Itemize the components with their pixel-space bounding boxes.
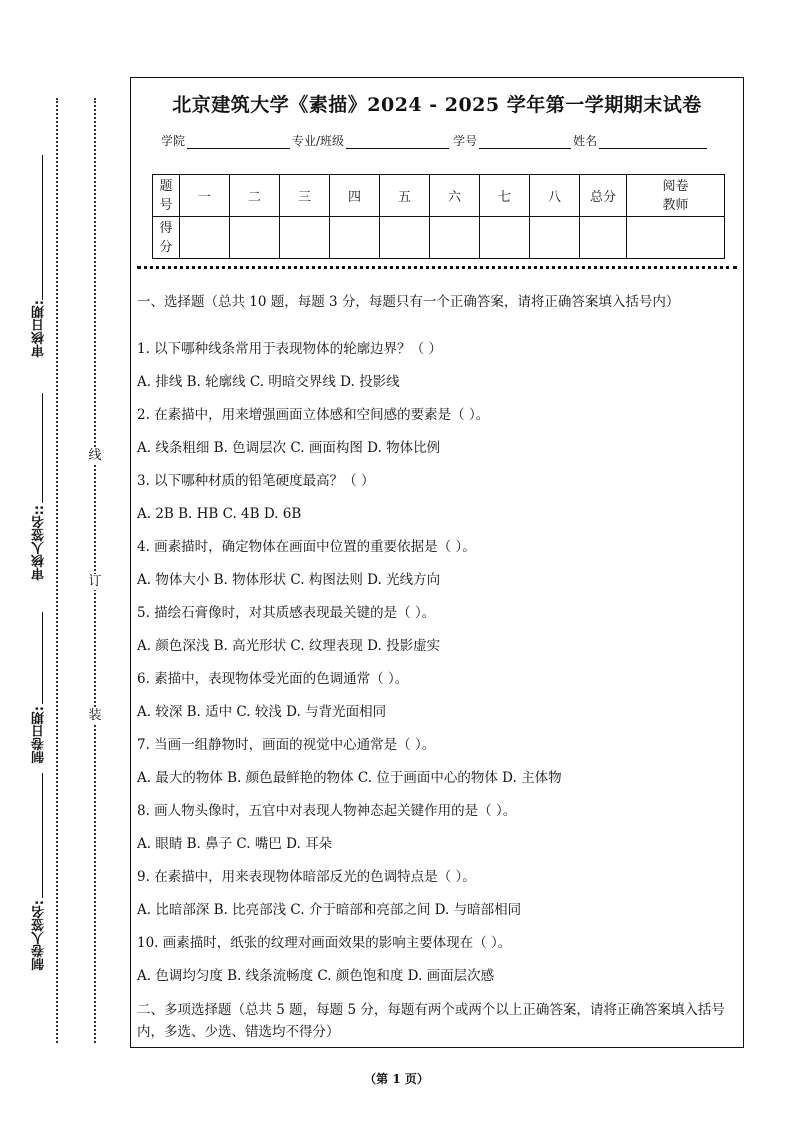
exam-content <box>137 291 737 1045</box>
question-6-options: A. 较深 B. 适中 C. 较浅 D. 与背光面相同 <box>137 704 387 720</box>
score-input-cell[interactable] <box>627 217 725 259</box>
question-5: 5. 描绘石膏像时，对其质感表现最关键的是（ ）。 <box>137 605 436 621</box>
score-table-cell: 八 <box>530 175 580 217</box>
score-input-cell[interactable] <box>180 217 230 259</box>
question-1: 1. 以下哪种线条常用于表现物体的轮廓边界？（ ） <box>137 341 442 357</box>
question-3-options: A. 2B B. HB C. 4B D. 6B <box>137 506 302 522</box>
reviewer-sign-line <box>42 393 43 503</box>
student-info-row <box>161 132 707 149</box>
college-field[interactable] <box>187 135 290 149</box>
score-input-cell[interactable] <box>280 217 330 259</box>
score-table-cell: 得 分 <box>153 217 180 259</box>
score-table-cell: 五 <box>380 175 430 217</box>
question-10-options: A. 色调均匀度 B. 线条流畅度 C. 颜色饱和度 D. 画面层次感 <box>137 968 495 984</box>
binding-dotted-line-inner <box>94 98 96 1043</box>
score-table-header-row <box>153 175 725 217</box>
major-field[interactable] <box>346 135 449 149</box>
score-input-cell[interactable] <box>430 217 480 259</box>
page-number: （第 1 页） <box>364 1072 429 1086</box>
score-table-cell: 二 <box>230 175 280 217</box>
score-table-cell: 题 号 <box>153 175 180 217</box>
student-id-label: 学号 <box>453 134 478 148</box>
question-4-options: A. 物体大小 B. 物体形状 C. 构图法则 D. 光线方向 <box>137 572 441 588</box>
question-7-options: A. 最大的物体 B. 颜色最鲜艳的物体 C. 位于画面中心的物体 D. 主体物 <box>137 770 562 786</box>
major-label: 专业/班级 <box>292 134 345 148</box>
score-table-cell: 四 <box>330 175 380 217</box>
student-id-field[interactable] <box>479 135 571 149</box>
exam-frame <box>130 77 744 1048</box>
binding-dotted-line-outer <box>56 98 58 1043</box>
score-input-cell[interactable] <box>330 217 380 259</box>
maker-sign-line <box>42 773 43 898</box>
question-10: 10. 画素描时，纸张的纹理对画面效果的影响主要体现在（ ）。 <box>137 935 512 951</box>
question-1-options: A. 排线 B. 轮廓线 C. 明暗交界线 D. 投影线 <box>137 374 400 390</box>
question-8-options: A. 眼睛 B. 鼻子 C. 嘴巴 D. 耳朵 <box>137 836 333 852</box>
binding-char-staple: 订 <box>88 574 102 589</box>
question-8: 8. 画人物头像时，五官中对表现人物神态起关键作用的是（ ）。 <box>137 803 517 819</box>
exam-title: 北京建筑大学《素描》2024 - 2025 学年第一学期期末试卷 <box>172 94 702 116</box>
score-input-cell[interactable] <box>530 217 580 259</box>
review-date-label: 审核日期: <box>32 300 47 358</box>
binding-char-line: 线 <box>88 448 102 463</box>
question-7: 7. 当画一组静物时，画面的视觉中心通常是（ ）。 <box>137 737 436 753</box>
reviewer-sign-label: 审核人签名:: <box>32 505 47 581</box>
question-2: 2. 在素描中，用来增强画面立体感和空间感的要素是（ ）。 <box>137 407 490 423</box>
score-input-cell[interactable] <box>380 217 430 259</box>
review-date-line <box>42 155 43 300</box>
score-table <box>152 174 725 259</box>
question-3: 3. 以下哪种材质的铅笔硬度最高？（ ） <box>137 473 375 489</box>
make-date-label: 制卷日期: <box>32 706 47 764</box>
section1-header: 一、选择题（总共 10 题，每题 3 分，每题只有一个正确答案，请将正确答案填入括号内） <box>137 294 680 310</box>
question-5-options: A. 颜色深浅 B. 高光形状 C. 纹理表现 D. 投影虚实 <box>137 638 441 654</box>
score-table-score-row <box>153 217 725 259</box>
score-input-cell[interactable] <box>480 217 530 259</box>
score-table-cell: 七 <box>480 175 530 217</box>
score-table-cell: 阅卷 教师 <box>627 175 725 217</box>
score-table-cell: 一 <box>180 175 230 217</box>
name-label: 姓名 <box>573 134 598 148</box>
score-table-cell: 六 <box>430 175 480 217</box>
question-6: 6. 素描中，表现物体受光面的色调通常（ ）。 <box>137 671 409 687</box>
score-input-cell[interactable] <box>230 217 280 259</box>
dotted-separator <box>137 266 737 269</box>
question-9: 9. 在素描中，用来表现物体暗部反光的色调特点是（ ）。 <box>137 869 476 885</box>
score-table-cell: 三 <box>280 175 330 217</box>
question-4: 4. 画素描时，确定物体在画面中位置的重要依据是（ ）。 <box>137 539 476 555</box>
score-input-cell[interactable] <box>580 217 627 259</box>
binding-char-bind: 装 <box>88 708 102 723</box>
name-field[interactable] <box>599 135 707 149</box>
section2-header: 二、多项选择题（总共 5 题，每题 5 分，每题有两个或两个以上正确答案，请将正确答案填入括号内，多选、少选、错选均不得分） <box>137 1002 725 1040</box>
maker-sign-label: 制卷人签名: <box>32 900 47 971</box>
question-2-options: A. 线条粗细 B. 色调层次 C. 画面构图 D. 物体比例 <box>137 440 441 456</box>
question-9-options: A. 比暗部深 B. 比亮部浅 C. 介于暗部和亮部之间 D. 与暗部相同 <box>137 902 522 918</box>
make-date-line <box>42 612 43 704</box>
college-label: 学院 <box>161 134 186 148</box>
score-table-cell: 总分 <box>580 175 627 217</box>
